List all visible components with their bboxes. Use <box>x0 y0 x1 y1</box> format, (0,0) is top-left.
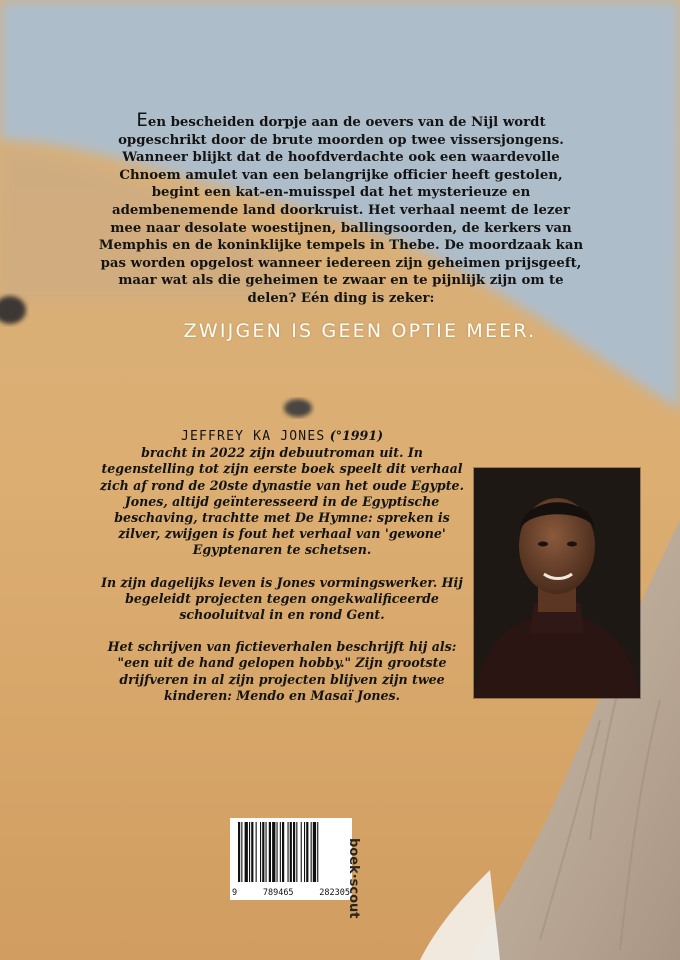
barcode-bar <box>290 822 292 882</box>
author-section <box>96 428 468 720</box>
barcode-bar <box>317 822 318 882</box>
barcode-bar <box>272 822 275 882</box>
blurb-initial: E <box>136 109 148 131</box>
barcode-bar <box>238 822 240 882</box>
barcode <box>230 818 352 900</box>
barcode-bar <box>311 822 312 882</box>
barcode-bar <box>306 822 308 882</box>
author-bio-2: In zijn dagelijks leven is Jones vormingswerker. Hij begeleidt projecten tegen ongekwalificeerde schooluitval in en rond Gent. <box>101 574 463 623</box>
barcode-bar <box>301 822 302 882</box>
barcode-bar <box>288 822 289 882</box>
publisher-logo: boek·scout <box>346 838 361 919</box>
isbn-part-2: 789465 <box>262 888 294 898</box>
barcode-bar <box>249 822 250 882</box>
barcode-bar <box>251 822 253 882</box>
barcode-bar <box>293 822 295 882</box>
barcode-bars <box>236 822 346 884</box>
barcode-bar <box>241 822 242 882</box>
barcode-bar <box>296 822 297 882</box>
barcode-bar <box>245 822 248 882</box>
barcode-bar <box>266 822 267 882</box>
isbn-part-3: 282305 <box>319 888 350 898</box>
author-photo <box>474 468 640 698</box>
barcode-bar <box>262 822 264 882</box>
barcode-bar <box>260 822 261 882</box>
author-bio-1: bracht in 2022 zijn debuutroman uit. In tegenstelling tot zijn eerste boek speelt dit verhaal zich af rond de 20ste dynastie van het oude Egypte. Jones, altijd geïnteresseerd in de Egyptische beschaving, trachtte met De Hymne: spreken is zilver, zwijgen is fout het verhaal van 'gewone' Egyptenaren te schetsen. <box>100 445 464 558</box>
blurb-body: en bescheiden dorpje aan de oevers van de Nijl wordt opgeschrikt door de brute moorden op twee vissersjongens. Wanneer blijkt dat de hoofdverdachte ook een waardevolle Chnoem amulet van een belangrijke officier heeft gestolen, begint een kat-en-muisspel dat het mysterieuze en adembenemende land doorkruist. Het verhaal neemt de lezer mee naar desolate woestijnen, ballingsoorden, de kerkers van Memphis en de koninklijke tempels in Thebe. De moordzaak kan pas worden opgelost wanneer iedereen zijn geheimen prijsgeeft, maar wat als die geheimen te zwaar en te pijnlijk zijn om te delen? Eén ding is zeker: <box>98 115 584 306</box>
author-bio-3: Het schrijven van fictieverhalen beschrijft hij als: "een uit de hand gelopen hobby." Zijn grootste drijfveren in al zijn projecten blijven zijn twee kinderen: Mendo en Masaï Jones. <box>107 639 457 703</box>
author-name: JEFFREY KA JONES <box>180 429 326 444</box>
barcode-bar <box>280 822 281 882</box>
barcode-bar <box>269 822 271 882</box>
barcode-bar <box>313 822 316 882</box>
barcode-bar <box>304 822 305 882</box>
barcode-bar <box>256 822 257 882</box>
tagline: ZWIJGEN IS GEEN OPTIE MEER. <box>183 320 537 342</box>
blurb-text <box>96 109 586 308</box>
barcode-bar <box>282 822 284 882</box>
author-year: (°1991) <box>325 428 384 443</box>
isbn-number <box>232 888 350 898</box>
isbn-part-1: 9 <box>232 888 238 898</box>
barcode-bar <box>277 822 278 882</box>
